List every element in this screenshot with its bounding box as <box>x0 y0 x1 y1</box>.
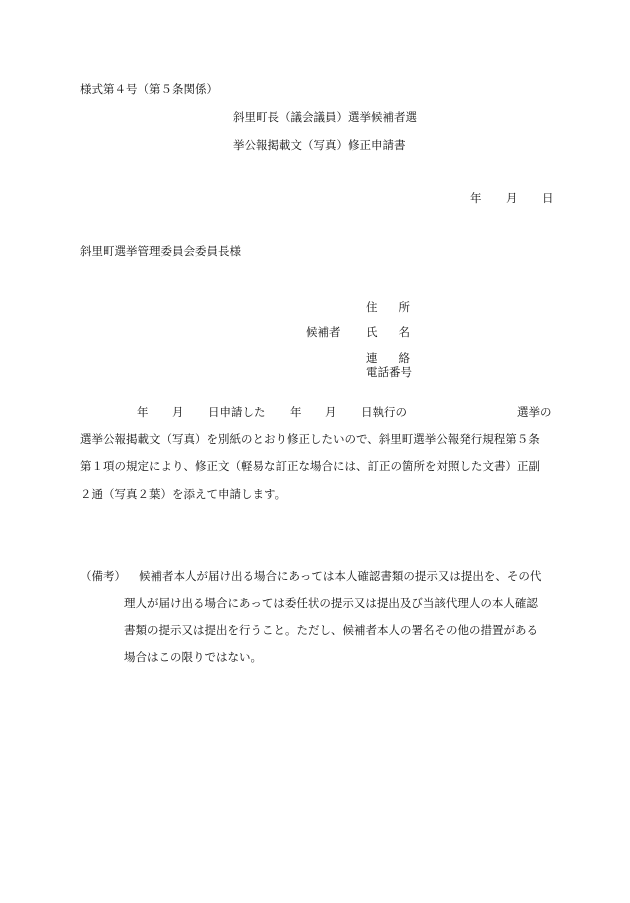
phone-label: 電話番号 <box>366 365 412 379</box>
body-month1: 月 <box>172 405 184 419</box>
body-election: 選挙の <box>517 405 552 419</box>
body-year2: 年 <box>290 405 302 419</box>
body-line-3: 第１項の規定により、修正文（軽易な訂正な場合には、訂正の箇所を対照した文書）正副 <box>80 459 540 473</box>
contact-label <box>366 353 410 365</box>
contact-label-char2: 絡 <box>398 351 410 365</box>
recipient: 斜里町選挙管理委員会委員長様 <box>80 244 241 258</box>
body-day-applied: 日申請した <box>208 405 266 419</box>
date-field <box>470 193 554 205</box>
document-title-line1: 斜里町長（議会議員）選挙候補者選 <box>233 110 417 124</box>
candidate-label: 候補者 <box>306 325 341 339</box>
date-month-label: 月 <box>506 191 518 205</box>
note-line-1: 候補者本人が届け出る場合にあっては本人確認書類の提示又は提出を、その代 <box>139 569 542 583</box>
date-year-label: 年 <box>470 191 482 205</box>
date-day-label: 日 <box>542 191 554 205</box>
note-line-3: 書類の提示又は提出を行うこと。ただし、候補者本人の署名その他の措置がある <box>124 623 538 637</box>
body-year1: 年 <box>137 405 149 419</box>
address-label <box>366 302 410 314</box>
body-month2: 月 <box>325 405 337 419</box>
name-label-char1: 氏 <box>366 325 378 339</box>
body-line-4: ２通（写真２葉）を添えて申請します。 <box>80 487 287 501</box>
address-label-char2: 所 <box>398 300 410 314</box>
note-line-2: 理人が届け出る場合にあっては委任状の提示又は提出及び当該代理人の本人確認 <box>124 596 538 610</box>
name-label <box>366 327 410 339</box>
address-label-char1: 住 <box>366 300 378 314</box>
document-title-line2: 挙公報掲載文（写真）修正申請書 <box>233 138 406 152</box>
form-number: 様式第４号（第５条関係） <box>80 82 218 96</box>
body-day-held: 日執行の <box>361 405 407 419</box>
body-line-2: 選挙公報掲載文（写真）を別紙のとおり修正したいので、斜里町選挙公報発行規程第５条 <box>80 432 540 446</box>
contact-label-char1: 連 <box>366 351 378 365</box>
name-label-char2: 名 <box>398 325 410 339</box>
note-line-4: 場合はこの限りではない。 <box>124 650 262 664</box>
note-label: （備考） <box>80 569 126 583</box>
